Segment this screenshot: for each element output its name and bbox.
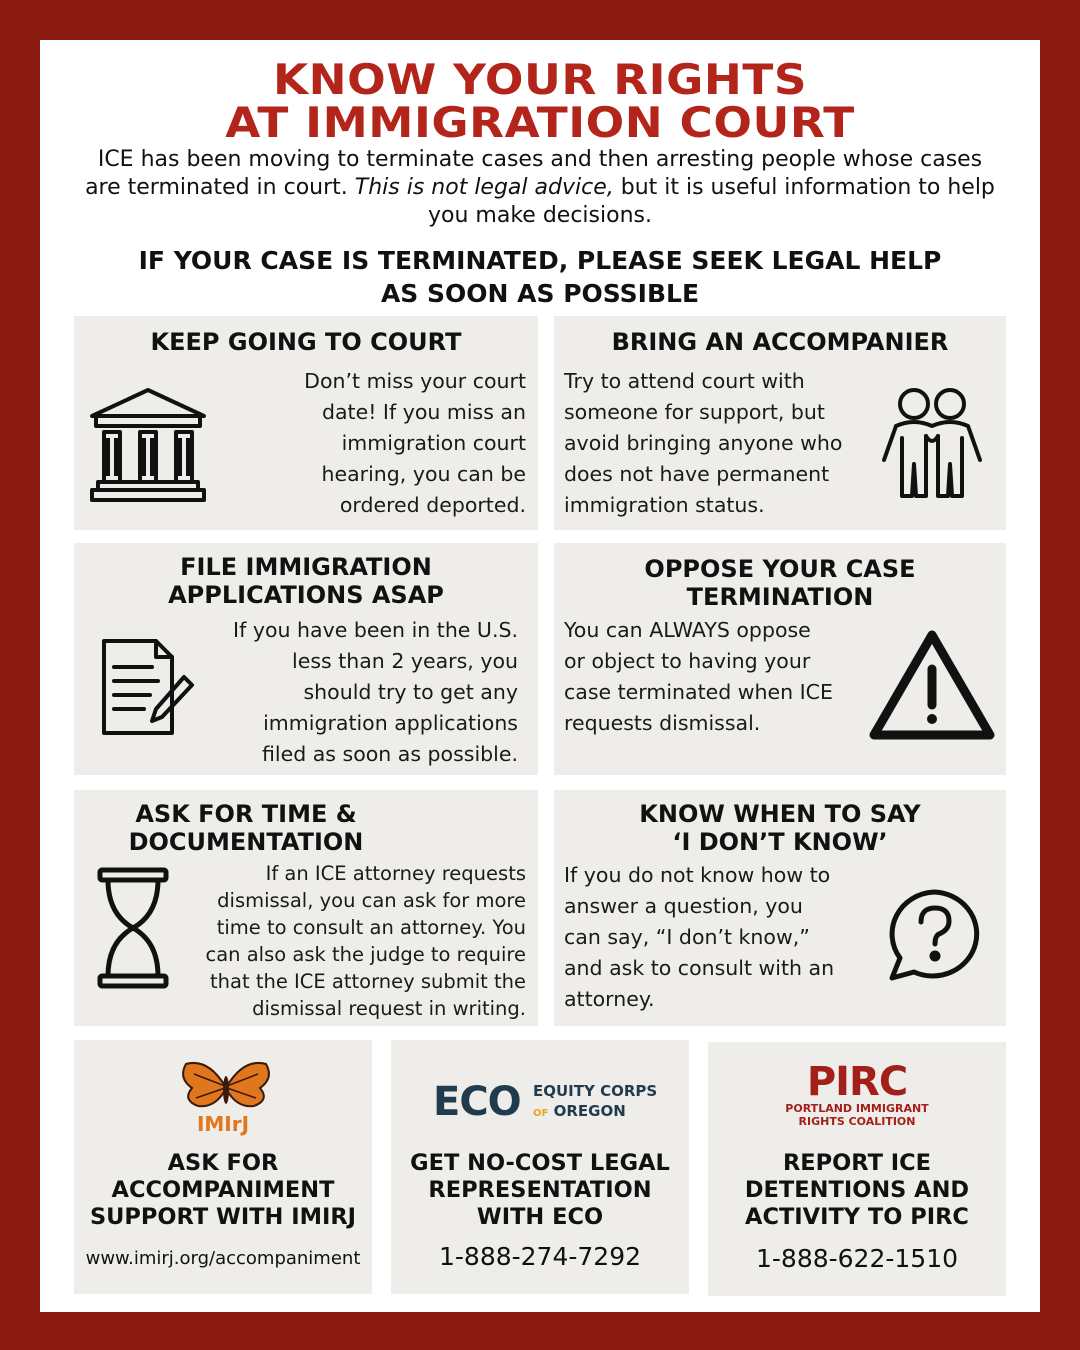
card-title bbox=[554, 555, 1006, 611]
footer-title-line: SUPPORT WITH IMIRJ bbox=[89, 1204, 357, 1230]
eco-logo-line-1: EQUITY CORPS bbox=[533, 1082, 658, 1100]
body-line: If an ICE attorney requests bbox=[265, 862, 526, 885]
body-line: immigration status. bbox=[564, 493, 765, 517]
body-line: time to consult an attorney. You bbox=[216, 916, 526, 939]
footer-title-line: DETENTIONS AND bbox=[744, 1177, 970, 1203]
body-line: or object to having your bbox=[564, 649, 811, 673]
body-line: You can ALWAYS oppose bbox=[564, 618, 811, 642]
body-line: If you have been in the U.S. bbox=[233, 618, 518, 642]
body-line: filed as soon as possible. bbox=[262, 742, 518, 766]
card-title bbox=[74, 553, 538, 609]
body-line: dismissal request in writing. bbox=[252, 997, 526, 1020]
footer-title-line: REPRESENTATION bbox=[428, 1177, 652, 1203]
title-line-2: AT IMMIGRATION COURT bbox=[225, 98, 855, 147]
infographic-sheet bbox=[40, 40, 1040, 1312]
subheading-line-2: AS SOON AS POSSIBLE bbox=[380, 279, 700, 308]
card-title-line: OPPOSE YOUR CASE bbox=[644, 555, 916, 583]
eco-logo bbox=[433, 1080, 663, 1124]
intro-disclaimer: This is not legal advice, bbox=[354, 175, 614, 200]
title-line-1: KNOW YOUR RIGHTS bbox=[272, 55, 808, 104]
body-line: attorney. bbox=[564, 987, 655, 1011]
pirc-logo-mark: PIRC bbox=[806, 1059, 908, 1105]
footer-title-line: REPORT ICE bbox=[782, 1150, 932, 1176]
footer-card-eco bbox=[391, 1040, 689, 1294]
page-title bbox=[0, 55, 1080, 147]
body-line: dismissal, you can ask for more bbox=[217, 889, 526, 912]
body-line: does not have permanent bbox=[564, 462, 830, 486]
footer-title bbox=[74, 1150, 372, 1231]
footer-title-line: ACCOMPANIMENT bbox=[111, 1177, 335, 1203]
body-line: hearing, you can be bbox=[321, 462, 526, 486]
body-line: someone for support, but bbox=[564, 400, 825, 424]
imirj-url[interactable]: www.imirj.org/accompaniment bbox=[85, 1248, 361, 1269]
body-line: answer a question, you bbox=[564, 894, 803, 918]
body-line: immigration court bbox=[341, 431, 526, 455]
body-line: requests dismissal. bbox=[564, 711, 761, 735]
body-line: that the ICE attorney submit the bbox=[210, 970, 526, 993]
two-people-icon bbox=[880, 386, 984, 502]
card-body bbox=[166, 860, 526, 1022]
card-ask-for-time-documentation bbox=[74, 790, 538, 1026]
card-body bbox=[564, 615, 864, 739]
card-body bbox=[564, 366, 874, 521]
card-body bbox=[226, 366, 526, 521]
card-know-when-to-say-i-dont-know bbox=[554, 790, 1006, 1026]
body-line: ordered deported. bbox=[339, 493, 526, 517]
card-title bbox=[554, 328, 1006, 356]
body-line: should try to get any bbox=[303, 680, 518, 704]
eco-logo-mark: ECO bbox=[433, 1079, 521, 1125]
card-title-line: FILE IMMIGRATION bbox=[180, 553, 432, 581]
intro-part-1: ICE has been moving to terminate cases and then arresting people whose cases are terminated in court. bbox=[85, 147, 983, 200]
card-title-line: KNOW WHEN TO SAY bbox=[639, 800, 921, 828]
hourglass-icon bbox=[96, 866, 170, 990]
monarch-butterfly-logo bbox=[178, 1058, 274, 1114]
footer-title-line: GET NO-COST LEGAL bbox=[410, 1150, 670, 1176]
card-title-line: APPLICATIONS ASAP bbox=[168, 581, 444, 609]
footer-title-line: ASK FOR bbox=[167, 1150, 279, 1176]
footer-card-pirc bbox=[708, 1042, 1006, 1296]
body-line: case terminated when ICE bbox=[564, 680, 833, 704]
body-line: can also ask the judge to require bbox=[205, 943, 526, 966]
footer-title bbox=[708, 1150, 1006, 1231]
body-line: and ask to consult with an bbox=[564, 956, 835, 980]
body-line: If you do not know how to bbox=[564, 863, 831, 887]
card-oppose-case-termination bbox=[554, 543, 1006, 775]
card-file-immigration-applications bbox=[74, 543, 538, 775]
question-bubble-icon bbox=[884, 886, 986, 982]
courthouse-icon bbox=[88, 386, 208, 506]
footer-title-line: ACTIVITY TO PIRC bbox=[745, 1204, 969, 1230]
card-bring-an-accompanier bbox=[554, 316, 1006, 530]
eco-phone[interactable]: 1-888-274-7292 bbox=[438, 1242, 642, 1271]
pirc-phone[interactable]: 1-888-622-1510 bbox=[755, 1244, 959, 1273]
footer-title-line: WITH ECO bbox=[476, 1204, 604, 1230]
eco-logo-line-2 bbox=[533, 1102, 626, 1120]
imirj-logo-text: IMIrJ bbox=[196, 1112, 250, 1136]
document-pencil-icon bbox=[100, 637, 196, 737]
card-title-line: KEEP GOING TO COURT bbox=[150, 328, 462, 356]
card-title-line: ‘I DON’T KNOW’ bbox=[672, 828, 888, 856]
subheading-line-1: IF YOUR CASE IS TERMINATED, PLEASE SEEK LEGAL HELP bbox=[138, 246, 942, 275]
pirc-logo-line-1: PORTLAND IMMIGRANT bbox=[785, 1102, 929, 1115]
card-title-line: DOCUMENTATION bbox=[128, 828, 364, 856]
footer-card-imirj bbox=[74, 1040, 372, 1294]
card-title bbox=[554, 800, 1006, 856]
eco-logo-of: OF bbox=[533, 1108, 549, 1119]
card-title-line: ASK FOR TIME & bbox=[135, 800, 357, 828]
body-line: Try to attend court with bbox=[564, 369, 805, 393]
card-title bbox=[14, 800, 478, 856]
intro-part-2: but it is useful information to help you make decisions. bbox=[428, 175, 995, 228]
body-line: date! If you miss an bbox=[321, 400, 526, 424]
eco-logo-oregon: OREGON bbox=[553, 1102, 626, 1120]
body-line: Don’t miss your court bbox=[304, 369, 526, 393]
card-keep-going-to-court bbox=[74, 316, 538, 530]
footer-title bbox=[391, 1150, 689, 1231]
subheading bbox=[100, 244, 980, 310]
card-title-line: BRING AN ACCOMPANIER bbox=[611, 328, 949, 356]
body-line: less than 2 years, you bbox=[292, 649, 518, 673]
pirc-logo-line-2: RIGHTS COALITION bbox=[798, 1115, 916, 1128]
body-line: avoid bringing anyone who bbox=[564, 431, 843, 455]
body-line: immigration applications bbox=[263, 711, 518, 735]
pirc-logo bbox=[708, 1059, 1006, 1128]
card-body bbox=[188, 615, 518, 770]
card-body bbox=[564, 860, 874, 1015]
intro-text bbox=[80, 146, 1000, 230]
body-line: can say, “I don’t know,” bbox=[564, 925, 810, 949]
card-title bbox=[74, 328, 538, 356]
warning-icon bbox=[868, 627, 996, 743]
card-title-line: TERMINATION bbox=[686, 583, 874, 611]
